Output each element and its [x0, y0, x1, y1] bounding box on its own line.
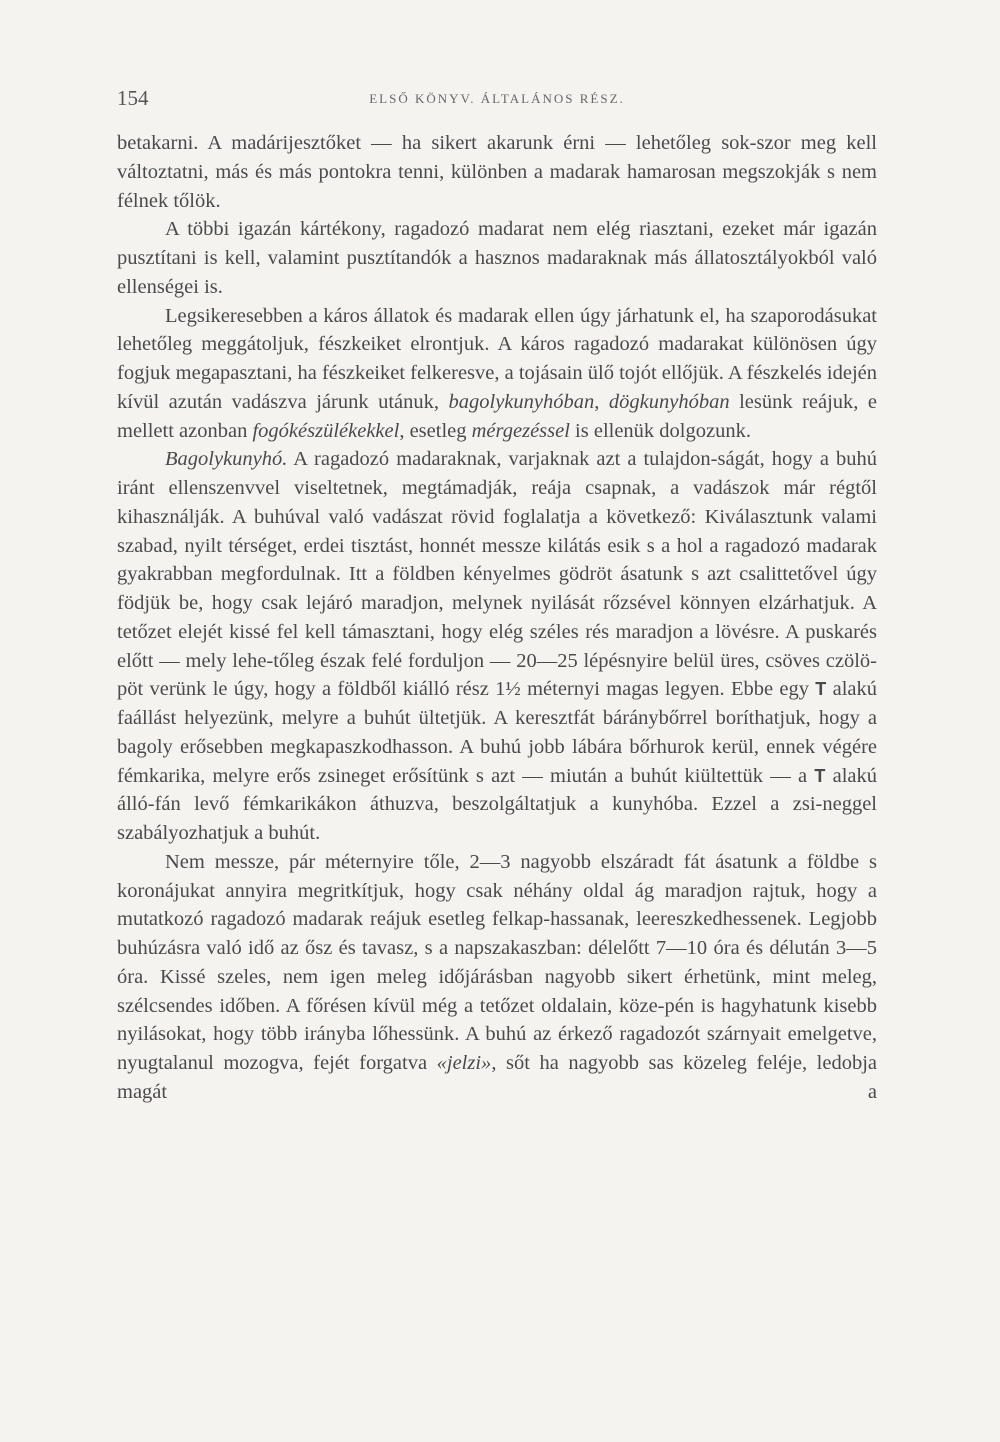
text-run: Nem messze, pár méternyire tőle, 2—3 nagyobb elszáradt fát ásatunk a földbe s koronájukat annyira megritkítjuk, hogy csak néhány oldal ág maradjon rajtuk, hogy a mutatkozó ragadozó madarak reájuk esetleg felkap-hassanak, leereszkedhessenek. Legjobb buhúzásra való idő az ősz és tavasz, s a napszakaszban: délelőtt 7—10 óra és délután 3—5 óra. Kissé szeles, nem igen meleg időjárásban nagyobb sikert érhetünk, mint meleg, szélcsendes időben. A főrésen kívül még a tetőzet oldalain, köze-pén is hagyhatunk kisebb nyilásokat, hogy több irányba lőhessünk. A buhú az érkező ragadozót szárnyait emelgetve, nyugtalanul mozogva, fejét forgatva — [117, 850, 877, 1074]
italic-term: dögkunyhóban — [608, 390, 730, 413]
text-run: lesünk reájuk, e mellett azonban — [117, 390, 878, 442]
text-run: , esetleg — [399, 419, 472, 442]
text-run: betakarni. A madárijesztőket — ha sikert akarunk érni — lehetőleg sok-szor meg kell változtatni, más és más pontokra tenni, különben a madarak hamarosan megszokják s nem félnek tőlök. — [117, 132, 877, 212]
italic-term: Bagolykunyhó. — [165, 448, 288, 471]
letter-symbol: T — [814, 765, 826, 786]
paragraph — [117, 129, 877, 215]
italic-term: bagolykunyhóban — [448, 390, 595, 413]
text-run: , sőt ha nagyobb sas közeleg feléje, ledobja magát a — [117, 1052, 877, 1103]
text-run: Legsikeresebben a káros állatok és madarak ellen úgy járhatunk el, ha szaporodásukat lehetőleg meggátoljuk, fészkeiket elrontjuk. A káros ragadozó madarakat különösen úgy fogjuk megapasztani, ha fészkeiket felkeresve, a tojásain ülő tojót ellőjük. A fészkelés idején kívül azután vadászva járunk utánuk, — [117, 304, 877, 413]
book-page — [117, 80, 877, 1107]
italic-term: fogókészülékekkel — [252, 419, 400, 442]
paragraph — [117, 445, 877, 848]
paragraph — [117, 848, 877, 1107]
paragraph — [117, 215, 877, 301]
text-run: alakú faállást helyezünk, melyre a buhút ültetjük. A keresztfát báránybőrrel boríthatjuk, hogy a bagoly erősebben megkapaszkodhasson. A buhú jobb lábára bőrhurok kerül, ennek végére fémkarika, melyre erős zsineget erősítünk s azt — miután a buhút kiültettük — a — [117, 678, 877, 787]
text-run: , — [594, 390, 609, 413]
page-header — [117, 80, 877, 110]
italic-term: «jelzi» — [436, 1052, 492, 1074]
page-number: 154 — [117, 86, 149, 110]
italic-term: mérgezéssel — [471, 419, 570, 442]
text-run: is ellenük dolgozunk. — [569, 419, 751, 442]
text-run: alakú álló-fán levő fémkarikákon áthuzva, beszolgáltatjuk a kunyhóba. Ezzel a zsi-neggel szabályozhatjuk a buhút. — [117, 764, 877, 844]
paragraph — [117, 302, 877, 446]
text-run: A többi igazán kártékony, ragadozó madarat nem elég riasztani, ezeket már igazán pusztítani is kell, valamint pusztítandók a hasznos madaraknak más állatosztályokból való ellenségei is. — [117, 218, 877, 298]
running-head: ELSŐ KÖNYV. ÁLTALÁNOS RÉSZ. — [369, 91, 625, 106]
text-run: A ragadozó madaraknak, varjaknak azt a tulajdon-ságát, hogy a buhú iránt ellenszenvvel viseltetnek, megtámadják, reája csapnak, a vadászok már régtől kihasználják. A buhúval való vadászat rövid foglalatja a következő: Kiválasztunk valami szabad, nyilt térséget, erdei tisztást, honnét messze kilátás esik s a hol a ragadozó madarak gyakrabban megfordulnak. Itt a földben kényelmes gödröt ásatunk s azt csalittetővel úgy födjük be, hogy csak lejáró maradjon, melynek nyilását rőzsével könnyen elzárhatjuk. A tetőzet elejét kissé fel kell támasztani, hogy elég széles rés maradjon a lövésre. A puskarés előtt — mely lehe-tőleg észak felé forduljon — 20—25 lépésnyire belül üres, csöves czölö-pöt verünk le úgy, hogy a földből kiálló rész 1½ méternyi magas legyen. Ebbe egy — [117, 448, 877, 701]
letter-symbol: T — [815, 679, 827, 700]
body-text — [117, 129, 877, 1107]
